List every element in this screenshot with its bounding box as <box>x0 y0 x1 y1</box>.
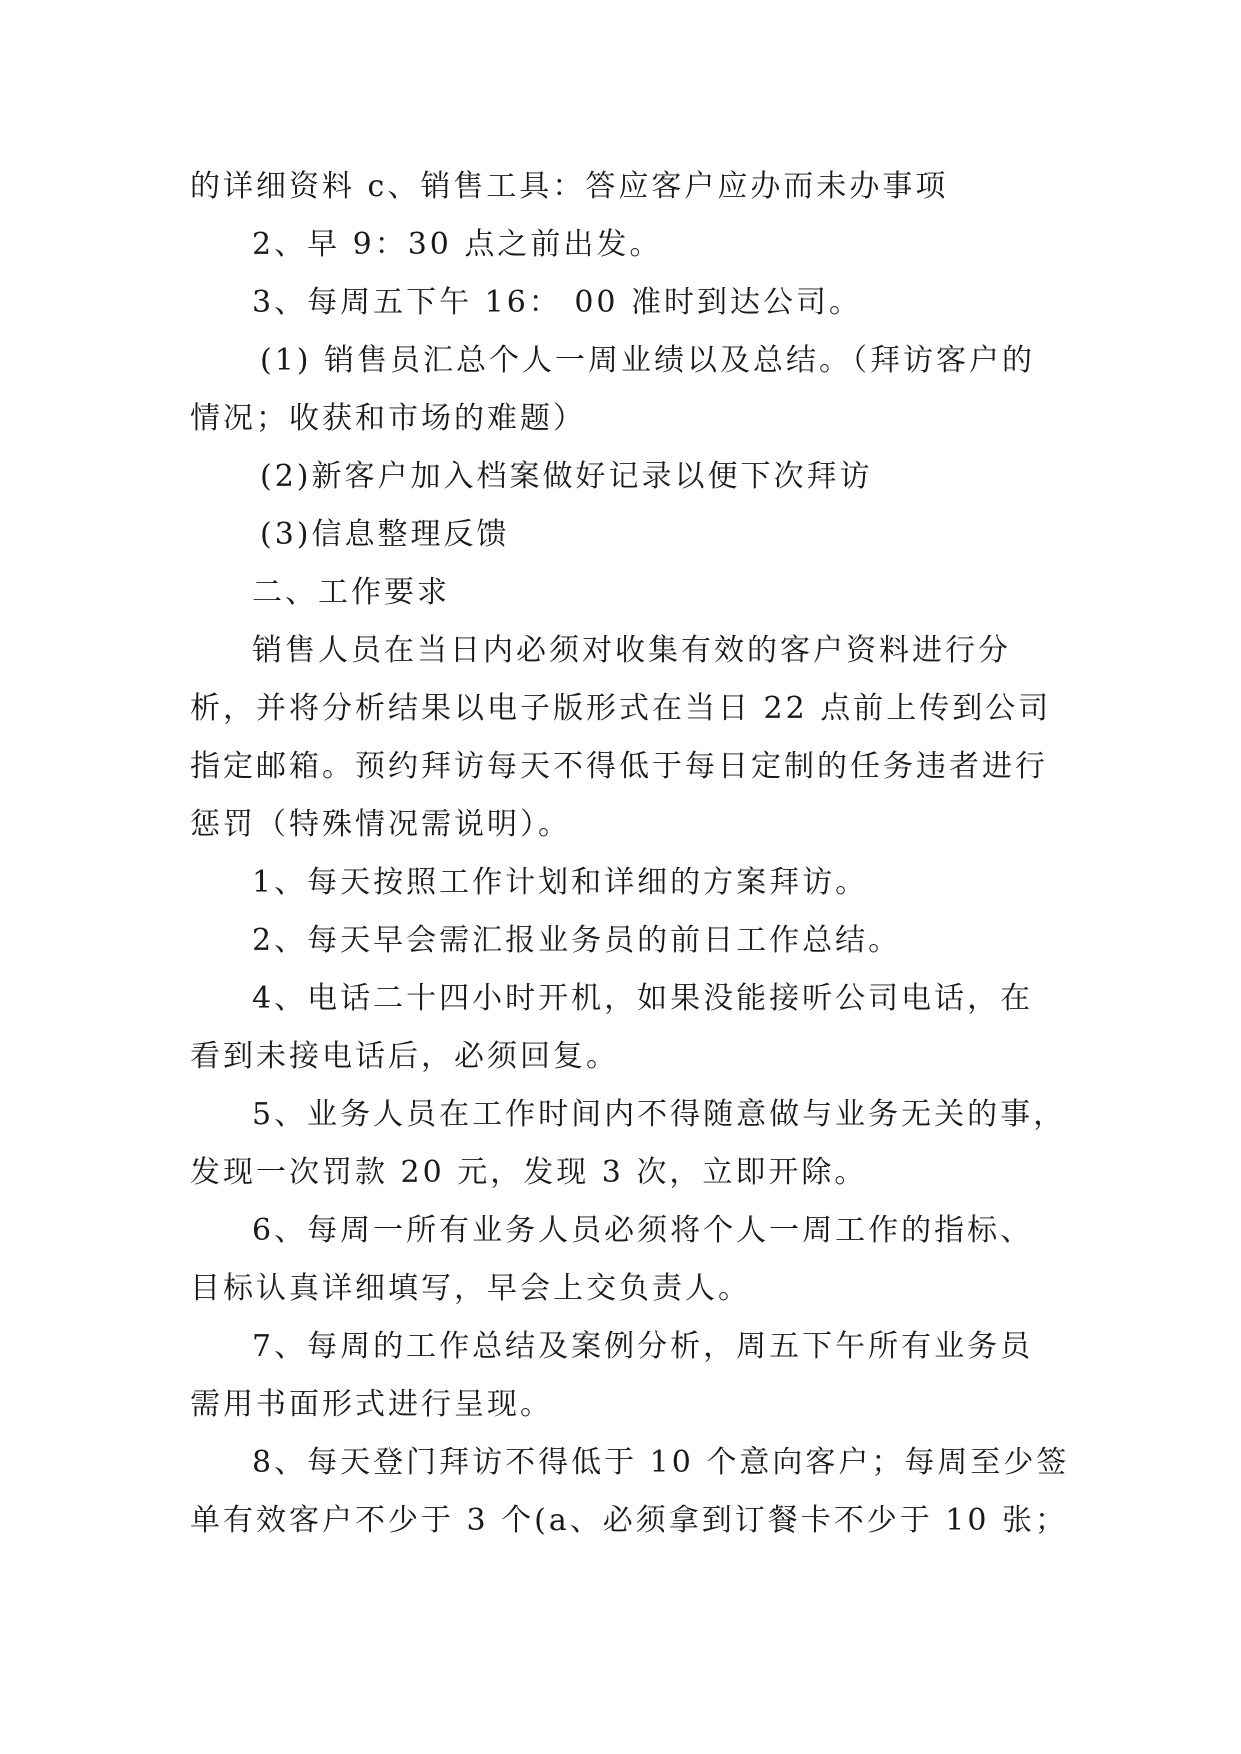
text-line: 惩罚（特殊情况需说明）。 <box>190 807 571 842</box>
text-line: 7、每周的工作总结及案例分析，周五下午所有业务员 <box>252 1329 1034 1364</box>
text-line: 1、每天按照工作计划和详细的方案拜访。 <box>252 865 869 900</box>
text-line: 单有效客户不少于 3 个(a、必须拿到订餐卡不少于 10 张； <box>190 1503 1068 1538</box>
section-heading: 二、工作要求 <box>252 575 450 610</box>
text-line: 8、每天登门拜访不得低于 10 个意向客户；每周至少签 <box>252 1445 1070 1480</box>
text-line: 情况；收获和市场的难题） <box>190 401 586 436</box>
text-line: 发现一次罚款 20 元，发现 3 次，立即开除。 <box>190 1155 868 1190</box>
text-line: 销售人员在当日内必须对收集有效的客户资料进行分 <box>252 633 1011 668</box>
text-line: 3、每周五下午 16： 00 准时到达公司。 <box>252 285 863 320</box>
text-line: 2、早 9：30 点之前出发。 <box>252 227 663 262</box>
text-line: 5、业务人员在工作时间内不得随意做与业务无关的事， <box>252 1097 1067 1132</box>
text-line: 析，并将分析结果以电子版形式在当日 22 点前上传到公司 <box>190 691 1052 726</box>
text-line: 2、每天早会需汇报业务员的前日工作总结。 <box>252 923 902 958</box>
text-line: 指定邮箱。预约拜访每天不得低于每日定制的任务违者进行 <box>190 749 1048 784</box>
text-line: 看到未接电话后，必须回复。 <box>190 1039 619 1074</box>
text-line: 的详细资料 c、销售工具：答应客户应办而未办事项 <box>190 169 949 204</box>
document-body <box>190 158 1070 1550</box>
text-line: 需用书面形式进行呈现。 <box>190 1387 553 1422</box>
text-line: 目标认真详细填写，早会上交负责人。 <box>190 1271 751 1306</box>
text-line: (2)新客户加入档案做好记录以便下次拜访 <box>260 459 873 494</box>
text-line: 6、每周一所有业务人员必须将个人一周工作的指标、 <box>252 1213 1034 1248</box>
text-line: (1) 销售员汇总个人一周业绩以及总结。（拜访客户的 <box>260 343 1036 378</box>
text-line: (3)信息整理反馈 <box>260 517 510 552</box>
text-line: 4、电话二十四小时开机，如果没能接听公司电话，在 <box>252 981 1034 1016</box>
